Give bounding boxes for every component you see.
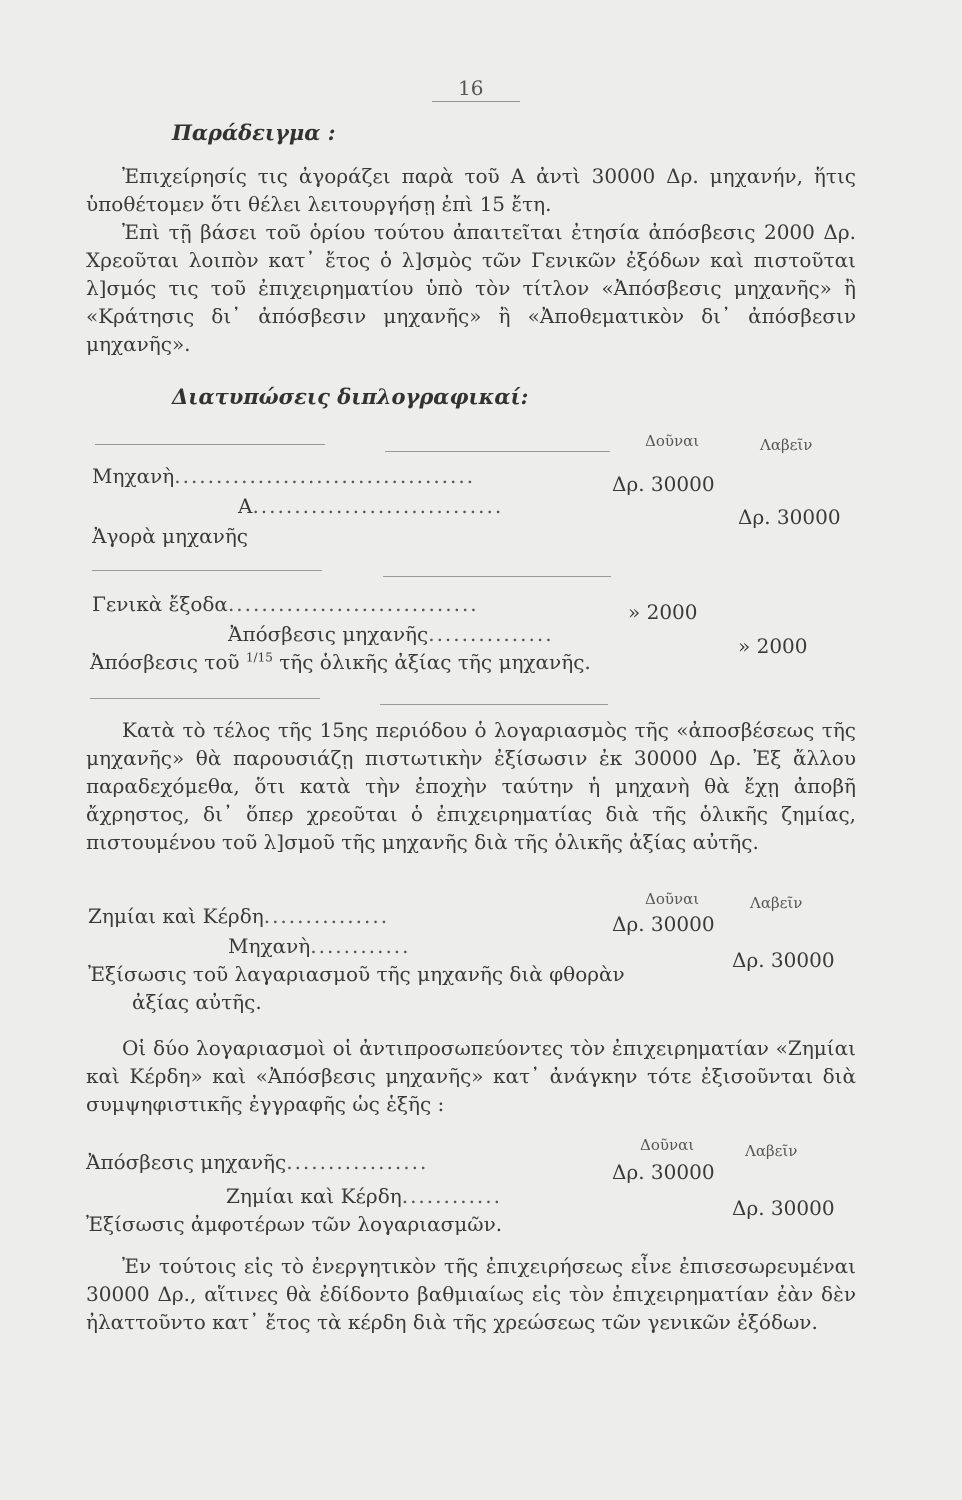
- journal2-rule-bottom-right: [380, 704, 608, 705]
- journal3-narration-line-1: Ἐξίσωσις τοῦ λαγαριασμοῦ τῆς μηχανῆς διὰ φθορὰν: [88, 962, 625, 986]
- closing-text: [86, 1034, 856, 1118]
- journal4-debit-header: Δοῦναι: [640, 1136, 695, 1154]
- entries-heading: Διατυπώσεις διπλογραφικαί:: [172, 384, 529, 409]
- journal2-debit-amount: » 2000: [628, 600, 698, 624]
- journal1-credit-amount: Δρ. 30000: [738, 505, 841, 529]
- journal3-debit-account: Ζημίαι καὶ Κέρδη...............: [88, 904, 390, 928]
- journal1-debit-amount: Δρ. 30000: [612, 472, 715, 496]
- journal1-debit-account: Μηχανὴ....................................: [92, 464, 476, 488]
- journal4-narration: Ἐξίσωσις ἀμφοτέρων τῶν λογαριασμῶν.: [86, 1212, 503, 1236]
- journal2-rule-bottom-left: [90, 698, 320, 699]
- example-heading: Παράδειγμα :: [172, 120, 336, 145]
- page-number: 16: [458, 76, 484, 100]
- journal2-rule-right: [383, 576, 611, 577]
- journal2-credit-account: Ἀπόσβεσις μηχανῆς...............: [228, 622, 554, 646]
- journal1-debit-header: Δοῦναι: [645, 432, 700, 450]
- journal4-debit-amount: Δρ. 30000: [612, 1160, 715, 1184]
- journal3-credit-amount: Δρ. 30000: [732, 948, 835, 972]
- journal2-narration: Ἀπόσβεσις τοῦ $^{1/15}$ τῆς ὁλικῆς ἀξίας τῆς μηχανῆς.: [90, 650, 591, 674]
- page-number-rule: [432, 101, 520, 102]
- journal1-credit-header: Λαβεῖν: [760, 436, 813, 454]
- journal2-credit-amount: » 2000: [738, 634, 808, 658]
- middle-paragraph: Κατὰ τὸ τέλος τῆς 15ης περιόδου ὁ λογαριασμὸς τῆς «ἀποσβέσεως τῆς μηχανῆς» θὰ παρουσιάζῃ πιστωτικὴν ἐξίσωσιν ἐκ 30000 Δρ. Ἐξ ἄλλου παραδεχόμεθα, ὅτι κατὰ τὴν ἐποχὴν ταύτην ἡ μηχανὴ θὰ ἔχῃ ἀποβῆ ἄχρηστος, δι᾽ ὅπερ χρεοῦται ὁ ἐπιχειρηματίας διὰ τῆς ὁλικῆς ζημίας, πιστουμένου τοῦ λ]σμοῦ τῆς μηχανῆς διὰ τῆς ὁλικῆς ἀξίας αὐτῆς.: [86, 718, 856, 854]
- journal4-credit-header: Λαβεῖν: [745, 1142, 798, 1160]
- journal3-credit-account: Μηχανὴ............: [228, 934, 411, 958]
- journal1-rule-left: [95, 444, 325, 445]
- middle-text: [86, 716, 856, 856]
- journal3-narration-line-2: ἀξίας αὐτῆς.: [132, 990, 262, 1014]
- journal2-debit-account: Γενικὰ ἔξοδα..............................: [92, 592, 479, 616]
- journal1-narration: Ἀγορὰ μηχανῆς: [92, 524, 249, 548]
- intro-text: [86, 162, 856, 358]
- journal3-credit-header: Λαβεῖν: [750, 894, 803, 912]
- intro-paragraph-2: Ἐπὶ τῇ βάσει τοῦ ὁρίου τούτου ἀπαιτεῖται ἐτησία ἀπόσβεσις 2000 Δρ. Χρεοῦται λοιπὸν κατ᾽ ἔτος ὁ λ]σμὸς τῶν Γενικῶν ἐξόδων καὶ πιστοῦται λ]σμός τις τοῦ ἐπιχειρηματίου ὑπὸ τὸν τίτλον «Ἀπόσβεσις μηχανῆς» ἢ «Κράτησις δι᾽ ἀπόσβεσιν μηχανῆς» ἢ «Ἀποθεματικὸν δι᾽ ἀπόσβεσιν μηχανῆς».: [86, 220, 856, 356]
- final-text: [86, 1252, 856, 1336]
- journal3-debit-header: Δοῦναι: [645, 890, 700, 908]
- journal1-credit-account: Α..............................: [238, 494, 504, 518]
- closing-paragraph: Οἱ δύο λογαριασμοὶ οἱ ἀντιπροσωπεύοντες τὸν ἐπιχειρηματίαν «Ζημίαι καὶ Κέρδη» καὶ «Ἀπόσβεσις μηχανῆς» κατ᾽ ἀνάγκην τότε ἐξισοῦνται διὰ συμψηφιστικῆς ἐγγραφῆς ὡς ἑξῆς :: [86, 1036, 856, 1116]
- journal4-debit-account: Ἀπόσβεσις μηχανῆς.................: [86, 1150, 429, 1174]
- journal1-rule-right: [385, 451, 610, 452]
- intro-paragraph-1: Ἐπιχείρησίς τις ἀγοράζει παρὰ τοῦ Α ἀντὶ 30000 Δρ. μηχανήν, ἥτις ὑποθέτομεν ὅτι θέλει λειτουργήσῃ ἐπὶ 15 ἔτη.: [86, 164, 856, 216]
- journal2-rule-left: [92, 570, 322, 571]
- final-paragraph: Ἐν τούτοις εἰς τὸ ἐνεργητικὸν τῆς ἐπιχειρήσεως εἶνε ἐπισεσωρευμέναι 30000 Δρ., αἵτινες θὰ ἐδίδοντο βαθμιαίως εἰς τὸν ἐπιχειρηματίαν ἐὰν δὲν ἠλαττοῦντο κατ᾽ ἔτος τὰ κέρδη διὰ τῆς χρεώσεως τῶν γενικῶν ἐξόδων.: [86, 1254, 856, 1334]
- fraction-one-fifteenth: 1/15: [245, 650, 273, 665]
- journal4-credit-amount: Δρ. 30000: [732, 1196, 835, 1220]
- journal3-debit-amount: Δρ. 30000: [612, 912, 715, 936]
- journal4-credit-account: Ζημίαι καὶ Κέρδη............: [226, 1184, 503, 1208]
